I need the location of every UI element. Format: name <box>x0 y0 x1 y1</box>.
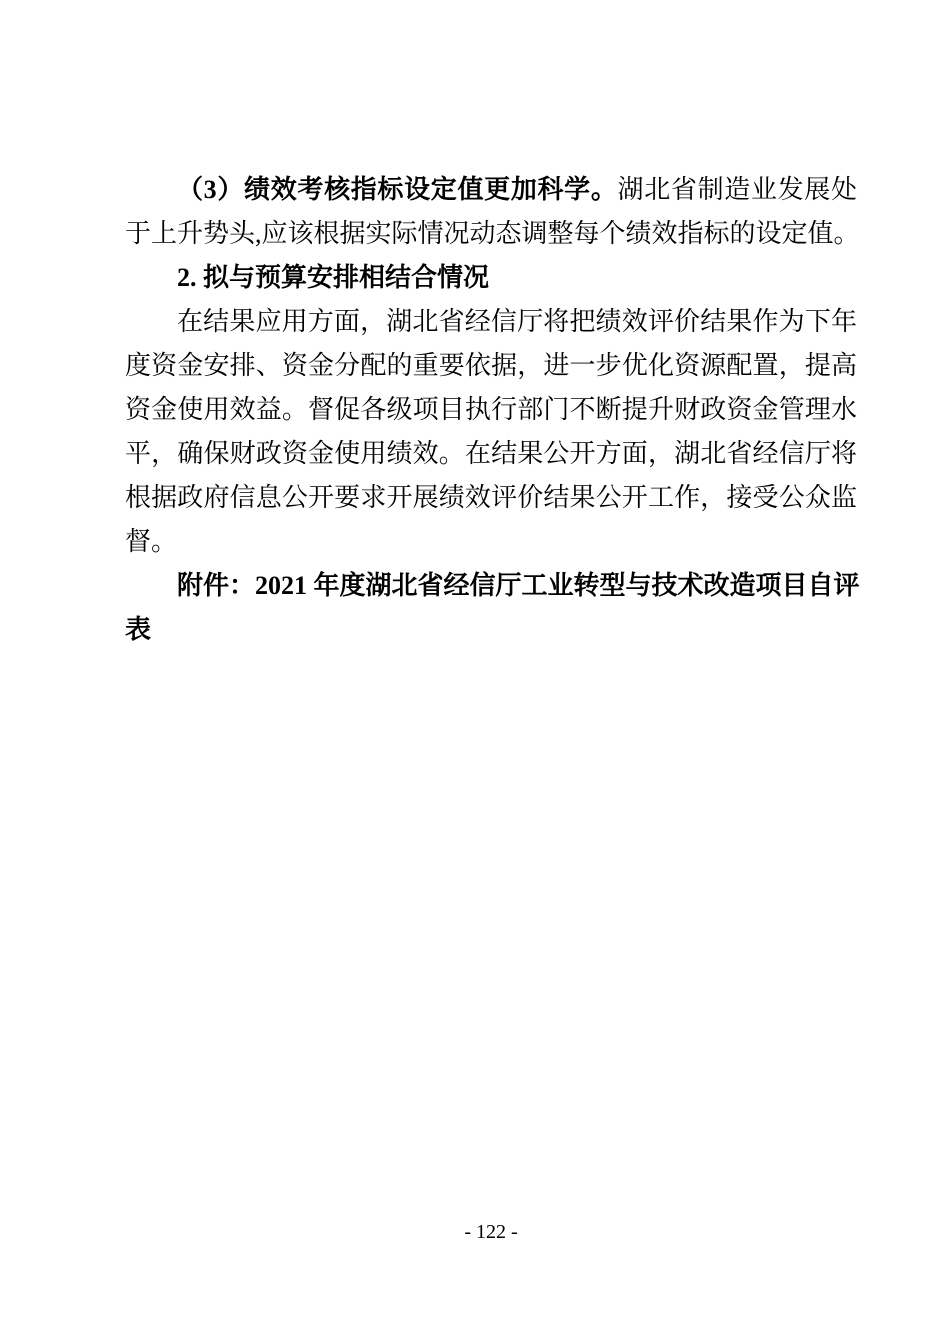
text-run: 度资金安排、资金分配的重要依据，进一步优化资源配置，提高 <box>125 351 857 380</box>
paragraph-line <box>125 212 860 256</box>
attachment-note-line <box>125 564 860 608</box>
document-body <box>125 168 860 652</box>
paragraph-line <box>125 300 857 344</box>
text-run: 平，确保财政资金使用绩效。在结果公开方面，湖北省经信厅将 <box>125 439 857 468</box>
paragraph-line <box>125 432 857 476</box>
text-run: 督。 <box>125 527 178 556</box>
bold-text-run: 2. 拟与预算安排相结合情况 <box>177 263 490 292</box>
text-run: 湖北省制造业发展处 <box>617 175 857 204</box>
paragraph-line <box>125 344 857 388</box>
paragraph-line <box>125 388 857 432</box>
text-run: 于上升势头,应该根据实际情况动态调整每个绩效指标的设定值。 <box>125 219 860 248</box>
text-run: 资金使用效益。督促各级项目执行部门不断提升财政资金管理水 <box>125 395 857 424</box>
heading-item-3-line <box>125 168 857 212</box>
bold-text-run: 附件：2021 年度湖北省经信厅工业转型与技术改造项目自评 <box>177 571 860 600</box>
bold-text-run: （3）绩效考核指标设定值更加科学。 <box>177 175 618 204</box>
text-run: 根据政府信息公开要求开展绩效评价结果公开工作，接受公众监 <box>125 483 857 512</box>
bold-text-run: 表 <box>125 615 152 644</box>
attachment-note-line <box>125 608 857 652</box>
page-number: - 122 - <box>464 1221 518 1243</box>
text-run: 在结果应用方面，湖北省经信厅将把绩效评价结果作为下年 <box>177 307 857 336</box>
heading-item-2-line <box>125 256 857 300</box>
paragraph-line <box>125 476 857 520</box>
paragraph-line <box>125 520 857 564</box>
